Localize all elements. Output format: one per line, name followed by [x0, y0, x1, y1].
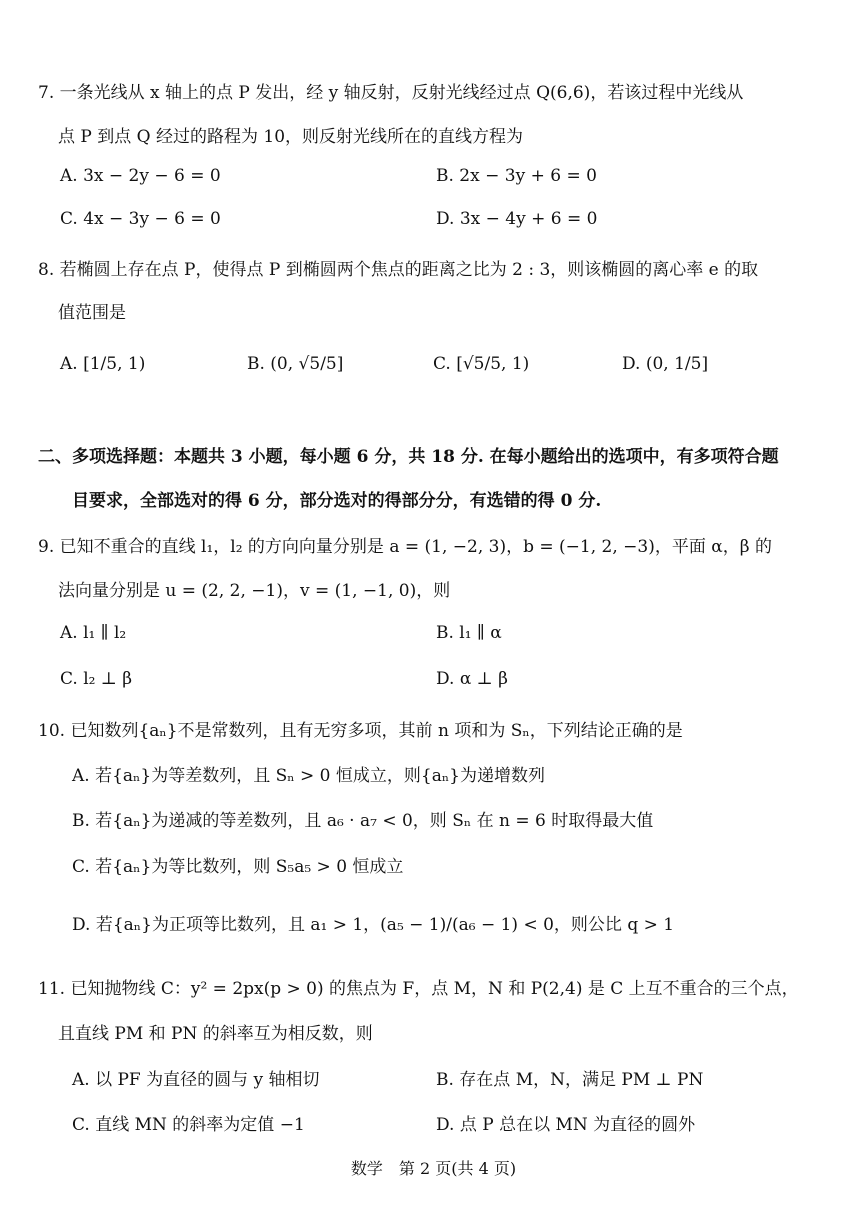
question-8-stem-line2: 值范围是 — [58, 303, 126, 323]
page-footer: 数学 第 2 页(共 4 页) — [350, 1159, 517, 1178]
question-11-stem-line2: 且直线 PM 和 PN 的斜率互为相反数，则 — [58, 1024, 373, 1044]
question-7-stem-line1: 7. 一条光线从 x 轴上的点 P 发出，经 y 轴反射，反射光线经过点 Q(6,6)，若该过程中光线从 — [38, 83, 744, 103]
question-9-stem-line2: 法向量分别是 u = (2, 2, −1)，v = (1, −1, 0)，则 — [58, 581, 451, 601]
question-7-option-b: B. 2x − 3y + 6 = 0 — [436, 166, 597, 186]
question-9-stem-line1: 9. 已知不重合的直线 l₁，l₂ 的方向向量分别是 a = (1, −2, 3)，b = (−1, 2, −3)，平面 α，β 的 — [38, 537, 772, 557]
section-2-heading-line2: 目要求，全部选对的得 6 分，部分选对的得部分分，有选错的得 0 分. — [72, 491, 602, 511]
question-10-stem: 10. 已知数列{aₙ}不是常数列，且有无穷多项，其前 n 项和为 Sₙ，下列结论正确的是 — [38, 721, 683, 741]
question-8-stem-line1: 8. 若椭圆上存在点 P，使得点 P 到椭圆两个焦点的距离之比为 2 : 3，则该椭圆的离心率 e 的取 — [38, 260, 759, 280]
question-10-option-c: C. 若{aₙ}为等比数列，则 S₅a₅ > 0 恒成立 — [72, 857, 404, 877]
question-7-option-a: A. 3x − 2y − 6 = 0 — [60, 166, 221, 186]
question-11-stem-line1: 11. 已知抛物线 C：y² = 2px(p > 0) 的焦点为 F，点 M，N 和 P(2,4) 是 C 上互不重合的三个点， — [38, 979, 799, 999]
question-9-option-c: C. l₂ ⊥ β — [60, 669, 133, 689]
question-10-option-d: D. 若{aₙ}为正项等比数列，且 a₁ > 1，(a₅ − 1)/(a₆ − 1) < 0，则公比 q > 1 — [72, 915, 675, 935]
question-10-option-b: B. 若{aₙ}为递减的等差数列，且 a₆ · a₇ < 0，则 Sₙ 在 n = 6 时取得最大值 — [72, 811, 654, 831]
question-11-option-b: B. 存在点 M，N，满足 PM ⊥ PN — [436, 1070, 704, 1090]
question-11-option-a: A. 以 PF 为直径的圆与 y 轴相切 — [72, 1070, 320, 1090]
question-8-option-d: D. (0, 1/5] — [622, 354, 709, 374]
question-11-option-d: D. 点 P 总在以 MN 为直径的圆外 — [436, 1115, 696, 1135]
question-9-option-b: B. l₁ ∥ α — [436, 623, 502, 643]
question-7-stem-line2: 点 P 到点 Q 经过的路程为 10，则反射光线所在的直线方程为 — [58, 127, 524, 147]
question-8-option-b: B. (0, √5/5] — [247, 354, 344, 374]
question-8-option-c: C. [√5/5, 1) — [433, 354, 530, 374]
section-2-heading-line1: 二、多项选择题：本题共 3 小题，每小题 6 分，共 18 分. 在每小题给出的选项中，有多项符合题 — [38, 447, 779, 467]
question-11-option-c: C. 直线 MN 的斜率为定值 −1 — [72, 1115, 305, 1135]
question-9-option-a: A. l₁ ∥ l₂ — [60, 623, 127, 643]
question-7-option-c: C. 4x − 3y − 6 = 0 — [60, 209, 221, 229]
question-10-option-a: A. 若{aₙ}为等差数列，且 Sₙ > 0 恒成立，则{aₙ}为递增数列 — [72, 766, 546, 786]
question-7-option-d: D. 3x − 4y + 6 = 0 — [436, 209, 598, 229]
question-9-option-d: D. α ⊥ β — [436, 669, 508, 689]
question-8-option-a: A. [1/5, 1) — [60, 354, 146, 374]
